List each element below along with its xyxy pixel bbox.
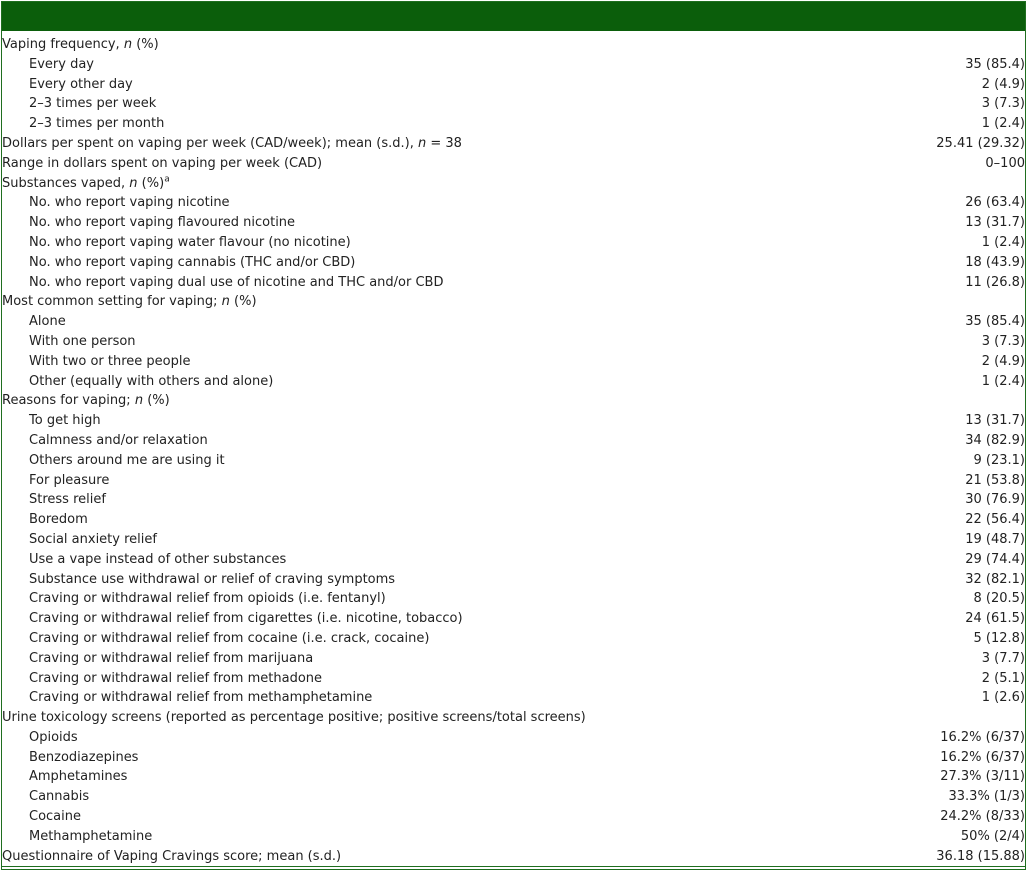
- table-row: [2, 589, 1025, 609]
- row-label-text: Alone: [29, 314, 66, 330]
- table-row: [2, 312, 1025, 332]
- row-label: [2, 75, 890, 95]
- row-label-text: With one person: [29, 333, 136, 349]
- row-label: [2, 688, 890, 708]
- row-value: 1 (2.4): [981, 234, 1025, 250]
- table-row: [2, 134, 1025, 154]
- row-label: [2, 431, 890, 451]
- row-value: 16.2% (6/37): [940, 729, 1025, 745]
- table-row: [2, 451, 1025, 471]
- row-label: [2, 748, 890, 768]
- row-value: 19 (48.7): [965, 531, 1025, 547]
- row-label-text: Substance use withdrawal or relief of craving symptoms: [29, 571, 396, 587]
- footnote-marker: a: [164, 174, 170, 185]
- row-label-text: Every other day: [29, 76, 133, 92]
- table-row: [2, 75, 1025, 95]
- row-value: 2 (4.9): [981, 76, 1025, 92]
- table-row: [2, 114, 1025, 134]
- table-row: [2, 629, 1025, 649]
- row-label-text: Boredom: [29, 512, 88, 528]
- row-label-text: To get high: [29, 413, 101, 429]
- table-row: [2, 213, 1025, 233]
- row-value: 9 (23.1): [973, 452, 1025, 468]
- table-row: [2, 767, 1025, 787]
- row-label-suffix: (%): [132, 37, 159, 52]
- row-label-text: Craving or withdrawal relief from cigarettes (i.e. nicotine, tobacco): [29, 611, 463, 627]
- row-label-text: No. who report vaping water flavour (no nicotine): [29, 234, 351, 250]
- table-row: [2, 748, 1025, 768]
- row-value: [890, 708, 1025, 728]
- table-row: [2, 471, 1025, 491]
- row-label-text: Urine toxicology screens (reported as percentage positive; positive screens/total screens): [2, 710, 586, 726]
- row-label-text: Craving or withdrawal relief from cocaine (i.e. crack, cocaine): [29, 630, 430, 646]
- row-value: 8 (20.5): [973, 591, 1025, 607]
- row-value: 5 (12.8): [973, 630, 1025, 646]
- row-label: [2, 253, 890, 273]
- row-label-text: Other (equally with others and alone): [29, 373, 274, 389]
- row-label: [2, 273, 890, 293]
- row-label: [2, 767, 890, 787]
- row-label-text: No. who report vaping flavoured nicotine: [29, 215, 296, 231]
- table-row: [2, 728, 1025, 748]
- table-row: [2, 847, 1025, 867]
- row-value: 1 (2.4): [981, 373, 1025, 389]
- table-frame: [1, 1, 1026, 870]
- table-row: [2, 609, 1025, 629]
- row-label: [2, 530, 890, 550]
- row-value: 26 (63.4): [965, 195, 1025, 211]
- row-label: [2, 787, 890, 807]
- row-label-text: Amphetamines: [29, 769, 128, 785]
- row-value: 50% (2/4): [960, 828, 1025, 844]
- row-label: [2, 550, 890, 570]
- row-label: [2, 471, 890, 491]
- row-label-text: Stress relief: [29, 492, 106, 508]
- row-label-italic: n: [123, 37, 133, 52]
- table-row: [2, 94, 1025, 114]
- table-header-bar: [2, 2, 1025, 31]
- table-row: [2, 550, 1025, 570]
- row-label-text: Craving or withdrawal relief from methamphetamine: [29, 690, 373, 706]
- row-label-text: Calmness and/or relaxation: [29, 432, 208, 448]
- row-label: [2, 372, 890, 392]
- table-row: [2, 193, 1025, 213]
- table-row: [2, 55, 1025, 75]
- row-value: 11 (26.8): [965, 274, 1025, 290]
- row-label-text: Most common setting for vaping;: [2, 294, 222, 310]
- row-value: 16.2% (6/37): [940, 749, 1025, 765]
- row-value: 18 (43.9): [965, 254, 1025, 270]
- row-label: [2, 589, 890, 609]
- table-row: [2, 273, 1025, 293]
- table-row: [2, 332, 1025, 352]
- row-label: [2, 352, 890, 372]
- row-label-text: 2–3 times per month: [29, 116, 165, 132]
- row-value: 2 (4.9): [981, 353, 1025, 369]
- row-label-italic: n: [129, 175, 138, 191]
- row-value: 13 (31.7): [965, 413, 1025, 429]
- row-label: [2, 728, 890, 748]
- row-label: [2, 391, 890, 411]
- row-label-italic: n: [221, 294, 230, 310]
- row-label-text: With two or three people: [29, 353, 191, 369]
- row-label: [2, 570, 890, 590]
- row-value: [890, 35, 1025, 55]
- row-value: 30 (76.9): [965, 492, 1025, 508]
- row-label: [2, 847, 890, 867]
- row-label: [2, 807, 890, 827]
- row-label-text: Others around me are using it: [29, 452, 225, 468]
- row-label: [2, 451, 890, 471]
- table-row: [2, 372, 1025, 392]
- row-value: [890, 391, 1025, 411]
- row-label-text: No. who report vaping dual use of nicotine and THC and/or CBD: [29, 274, 444, 290]
- row-value: 22 (56.4): [965, 512, 1025, 528]
- table-row: [2, 669, 1025, 689]
- row-label-suffix: = 38: [426, 135, 462, 151]
- row-label: [2, 35, 890, 55]
- row-label: [2, 213, 890, 233]
- row-value: 2 (5.1): [981, 670, 1025, 686]
- row-value: 13 (31.7): [965, 215, 1025, 231]
- row-label-suffix: (%): [137, 175, 165, 191]
- row-value: 3 (7.7): [981, 650, 1025, 666]
- row-label: [2, 134, 890, 154]
- row-label: [2, 174, 890, 194]
- row-value: 3 (7.3): [981, 333, 1025, 349]
- row-value: [890, 292, 1025, 312]
- row-label-text: Substances vaped,: [2, 175, 130, 191]
- row-label: [2, 292, 890, 312]
- row-value: 1 (2.4): [981, 116, 1025, 132]
- row-value: 35 (85.4): [965, 56, 1025, 72]
- row-label-italic: n: [417, 135, 427, 151]
- table-row: [2, 649, 1025, 669]
- row-label: [2, 193, 890, 213]
- row-value: 3 (7.3): [981, 96, 1025, 112]
- table-row: [2, 827, 1025, 847]
- row-label-suffix: (%): [229, 294, 257, 310]
- row-label-italic: n: [134, 393, 144, 409]
- row-label: [2, 669, 890, 689]
- row-label-text: Craving or withdrawal relief from opioids (i.e. fentanyl): [29, 591, 386, 607]
- row-label: [2, 510, 890, 530]
- row-label-text: Cocaine: [29, 809, 81, 825]
- table-row: [2, 490, 1025, 510]
- row-label: [2, 154, 890, 174]
- table-row: [2, 253, 1025, 273]
- row-value: 36.18 (15.88): [936, 848, 1025, 864]
- row-label-text: Every day: [29, 56, 94, 72]
- vaping-data-table: [2, 35, 1025, 866]
- row-value: 33.3% (1/3): [948, 789, 1025, 805]
- table-body: [2, 35, 1025, 866]
- table-row: [2, 391, 1025, 411]
- row-label: [2, 629, 890, 649]
- row-label: [2, 649, 890, 669]
- row-label-text: Use a vape instead of other substances: [29, 551, 287, 567]
- bottom-rule: [2, 866, 1025, 867]
- row-value: 27.3% (3/11): [940, 769, 1025, 785]
- row-label-text: Craving or withdrawal relief from methadone: [29, 670, 323, 686]
- row-label: [2, 55, 890, 75]
- row-label: [2, 708, 890, 728]
- row-label-text: Vaping frequency,: [2, 37, 124, 52]
- table-row: [2, 510, 1025, 530]
- row-label-text: 2–3 times per week: [29, 96, 157, 112]
- row-label-text: Questionnaire of Vaping Cravings score; mean (s.d.): [2, 848, 342, 864]
- row-label-suffix: (%): [143, 393, 170, 409]
- row-label-text: Benzodiazepines: [29, 749, 139, 765]
- row-label-text: No. who report vaping cannabis (THC and/or CBD): [29, 254, 356, 270]
- row-value: 24.2% (8/33): [940, 809, 1025, 825]
- row-label-text: Craving or withdrawal relief from marijuana: [29, 650, 314, 666]
- row-label: [2, 490, 890, 510]
- row-label: [2, 411, 890, 431]
- table-row: [2, 787, 1025, 807]
- row-label: [2, 827, 890, 847]
- row-label-text: Reasons for vaping;: [2, 393, 135, 409]
- row-label-text: Social anxiety relief: [29, 531, 157, 547]
- row-label-text: Cannabis: [29, 789, 90, 805]
- table-row: [2, 807, 1025, 827]
- row-value: 21 (53.8): [965, 472, 1025, 488]
- row-label: [2, 233, 890, 253]
- row-label: [2, 94, 890, 114]
- row-label-text: No. who report vaping nicotine: [29, 195, 230, 211]
- row-label: [2, 609, 890, 629]
- row-value: 35 (85.4): [965, 314, 1025, 330]
- table-row: [2, 292, 1025, 312]
- row-value: 32 (82.1): [965, 571, 1025, 587]
- table-row: [2, 233, 1025, 253]
- table-row: [2, 154, 1025, 174]
- table-row: [2, 431, 1025, 451]
- table-row: [2, 352, 1025, 372]
- table-row: [2, 530, 1025, 550]
- table-row: [2, 708, 1025, 728]
- row-value: 24 (61.5): [965, 611, 1025, 627]
- table-row: [2, 411, 1025, 431]
- row-label: [2, 114, 890, 134]
- row-value: 25.41 (29.32): [936, 135, 1025, 151]
- row-value: 0–100: [985, 155, 1025, 171]
- row-label-text: For pleasure: [29, 472, 110, 488]
- row-label-text: Methamphetamine: [29, 828, 153, 844]
- table-row: [2, 570, 1025, 590]
- row-label: [2, 312, 890, 332]
- table-row: [2, 35, 1025, 55]
- row-value: 1 (2.6): [981, 690, 1025, 706]
- row-value: [890, 174, 1025, 194]
- row-label-text: Dollars per spent on vaping per week (CAD/week); mean (s.d.),: [2, 135, 418, 151]
- table-row: [2, 174, 1025, 194]
- table-row: [2, 688, 1025, 708]
- row-value: 29 (74.4): [965, 551, 1025, 567]
- row-label-text: Opioids: [29, 729, 78, 745]
- row-label: [2, 332, 890, 352]
- row-value: 34 (82.9): [965, 432, 1025, 448]
- row-label-text: Range in dollars spent on vaping per week (CAD): [2, 155, 323, 171]
